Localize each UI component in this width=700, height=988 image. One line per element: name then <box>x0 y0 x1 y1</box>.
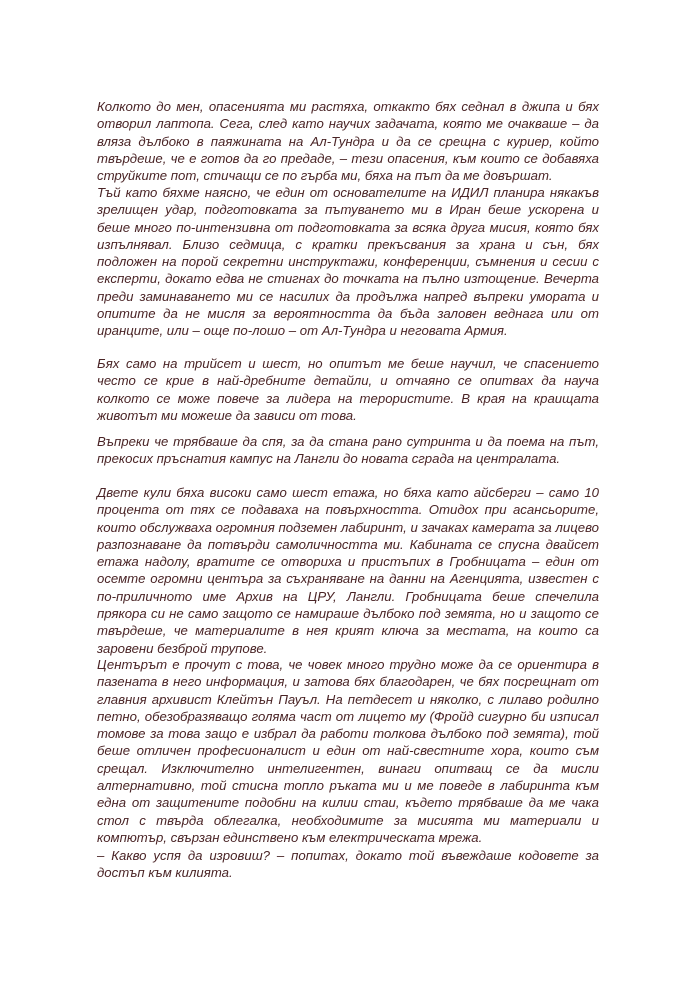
paragraph-5: Двете кули бяха високи само шест етажа, но бяха като айсберги – само 10 процента от тях се подаваха на повърхността. Отидох при асансьорите, които обслужваха огромния подземен лабиринт, и зачаках камерата за лицево разпознаване да потвърди самоличността ми. Кабината се спусна двайсет етажа надолу, вратите се отвориха и пристъпих в Гробницата – един от осемте огромни центъра за съхраняване на данни на Агенцията, известен с по-приличното име Архив на ЦРУ, Лангли. Гробницата беше спечелила прякора си не само защото се намираше дълбоко под земята, но и защото се твърдеше, че материалите в нея крият ключа за местата, на които са заровени безброй трупове. <box>97 485 599 656</box>
paragraph-3: Бях само на трийсет и шест, но опитът ме беше научил, че спасението често се крие в най-дребните детайли, и отчаяно се опитвах да науча колкото се може повече за лидера на терористите. В края на краищата животът ми можеше да зависи от това. <box>97 356 599 423</box>
paragraph-4: Въпреки че трябваше да спя, за да стана рано сутринта и да поема на път, прекосих пръснатия кампус на Лангли до новата сграда на централата. <box>97 434 599 467</box>
paragraph-2: Тъй като бяхме наясно, че един от основателите на ИДИЛ планира някакъв зрелищен удар, подготовката за пътуването ми в Иран беше ускорена и беше много по-интензивна от подготовката за всяка друга мисия, която бях изпълнявал. Близо седмица, с кратки прекъсвания за храна и сън, бях подложен на порой секретни инструктажи, конференции, съмнения и сесии с експерти, докато едва не стигнах до точката на пълно изтощение. Вечерта преди заминаването ми се насилих да продължа напред въпреки умората и опитите да не мисля за вероятността да бъда заловен веднага или от иранците, или – още по-лошо – от Ал-Тундра и неговата Армия. <box>97 185 599 339</box>
paragraph-1: Колкото до мен, опасенията ми растяха, откакто бях седнал в джипа и бях отворил лаптопа. Сега, след като научих задачата, която ме очакваше – да вляза дълбоко в паяжината на Ал-Тундра и да се срещна с куриер, който твърдеше, че е готов да го предаде, – тези опасения, към които се добавяха струйките пот, стичащи се по гърба ми, бяха на път да ме довършат. <box>97 99 599 184</box>
paragraph-6: Центърът е прочут с това, че човек много трудно може да се ориентира в пазената в него информация, и затова бях благодарен, че бях посрещнат от главния архивист Клейтън Пауъл. На петдесет и няколко, с лилаво родилно петно, обезобразяващо голяма част от лицето му (Фройд сигурно би изписал томове за това защо е избрал да работи толкова дълбоко под земята), той беше отличен професионалист и един от най-свестните хора, които съм срещал. Изключително интелигентен, винаги опитващ се да мисли алтернативно, той стисна топло ръката ми и ме поведе в лабиринта към една от защитените подобни на килии стаи, където трябваше да ме чака стол с твърда облегалка, необходимите за мисията ми материали и компютър, свързан единствено към електрическата мрежа. <box>97 657 599 845</box>
paragraph-7: – Какво успя да изровиш? – попитах, докато той въвеждаше кодовете за достъп към килията. <box>97 848 599 881</box>
